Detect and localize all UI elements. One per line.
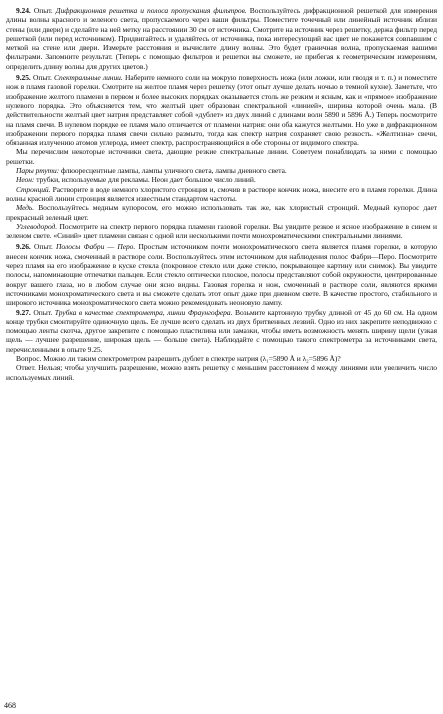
- section-text: Простым источником почти монохроматического света является пламя горелки, в которую внесен кончик ножа, смоченный в растворе соли. Воспользуйтесь этим источником для наблюдения полос Фабри—Перо. Посмотрите через пламя на его изображение в куске стекла (покровное стекло или даже стекло, покрывающее картину или снимок). Вы увидите полосы, напоминающие отпечатки пальцев. Если стекло оптически плоское, полосы представляют собой окружности, центрированные вокруг вашего глаза, но в любом случае они ясно видны. Газовая горелка и нож, смоченный в растворе соли, являются яркими источниками монохроматического света и вы сможете сделать этот опыт даже при дневном свете. В качестве простого, стабильного и широкого источника монохроматического света можно рекомендовать неоновую лампу.: [6, 242, 438, 308]
- source-copper: [6, 203, 437, 222]
- section-number: 9.27.: [16, 307, 31, 317]
- section-text: Наберите немного соли на мокрую поверхность ножа (или ложки, или гвоздя и т. п.) и поместите нож в пламя газовой горелки. Смотрите на желтое пламя через решетку (этот опыт лучше делать ночью в темной кухне). Заметьте, что изображение желтого пламени в первом и более высоких порядках оказывается столь же резким и ясным, как и «прямое» изображение нулевого порядка. Это объясняется тем, что желтый цвет образован спектральной «линией», ширина которой очень мала. (В действительности желтый цвет натрия представляет собой «дублет» из двух линий с длинами волн 5890 и 5896 Å.) Теперь посмотрите на пламя свечи. В нулевом порядке ее пламя мало отличается от пламени натрия: они оба кажутся желтыми. Но уже в дифракционном изображении первого порядка пламя свечи сильно размыто, тогда как спектр натрия сохраняет свою резкость. «Желтизна» свечи, обязанная излучению атомов углерода, имеет спектр, распространяющийся в обе стороны от видимого спектра.: [6, 73, 438, 148]
- source-text: Воспользуйтесь медным купоросом, его можно использовать так же, как хлористый стронций. Медный купорос дает прекрасный зеленый цвет.: [6, 203, 438, 222]
- book-page: [6, 6, 437, 706]
- source-name: Стронций.: [16, 184, 51, 194]
- section-number: 9.24.: [16, 6, 31, 15]
- source-name: Пары ртути:: [16, 166, 60, 176]
- source-text: флюоресцентные лампы, лампы уличного света, лампы дневного света.: [61, 166, 287, 176]
- section-title: Полосы Фабри — Перо.: [56, 242, 136, 252]
- source-name: Углеводород.: [16, 221, 58, 231]
- answer-text: Нельзя; чтобы улучшить разрешение, можно взять решетку с меньшим расстоянием d между линиями или увеличить число используемых линий.: [6, 363, 437, 382]
- section-9-25: [6, 73, 437, 147]
- section-number: 9.25.: [16, 73, 31, 83]
- section-text: Возьмите картонную трубку длиной от 45 до 60 см. На одном конце трубки смонтируйте одиночную щель. Ее лучше всего сделать из двух бритвенных лезвий. Одно из них закрепите неподвижно с помощью ленты скотча, другое закрепите с помощью пластилина или замазки, чтобы иметь возможность менять ширину щели (узкая щель — лучшее разрешение, широкая щель — больше света). Наблюдайте с помощью такого спектрометра за источниками света, перечисленными в опыте 9.25.: [6, 307, 438, 354]
- source-strontium: [6, 185, 437, 204]
- question-label: Вопрос.: [16, 353, 42, 363]
- section-label: Опыт.: [33, 307, 53, 317]
- page-number: 468: [4, 701, 16, 710]
- source-name: Медь.: [16, 203, 35, 213]
- section-number: 9.26.: [16, 242, 31, 252]
- section-label: Опыт.: [34, 242, 53, 252]
- source-text: Посмотрите на спектр первого порядка пламени газовой горелки. Вы увидите резкое и ясное изображение в синем и зеленом свете. «Синий» цвет пламени связан с одной или несколькими почти монохроматическими спектральными линиями.: [6, 221, 438, 241]
- source-text: Растворите в воде немного хлористого стронция и, смочив в растворе кончик ножа, внесите его в пламя горелки. Длина волны красной линии стронция является известным стандартом частоты.: [6, 184, 438, 203]
- sources-intro: Мы перечислим некоторые источники света, дающие резкие спектральные линии. Советуем понаблюдать за ними с помощью решетки.: [6, 147, 437, 166]
- section-title: Трубка в качестве спектрометра, линии Фраунгофера.: [54, 307, 233, 317]
- question-text: Можно ли таким спектрометром разрешить дублет в спектре натрия (λ₁=5890 Å и λ₂=5896 Å)?: [43, 353, 341, 363]
- source-neon: [6, 175, 437, 184]
- section-text: Воспользуйтесь дифракционной решеткой для измерения длины волны красного и зеленого света, пропускаемого через ваши фильтры. Поместите точечный или линейный источник вблизи стены (или двери) и сделайте на ней метку на расстоянии 30 см от источника. Смотрите на источник через решетку, держа фильтр перед решеткой (или перед источником). Придвигайтесь и удаляйтесь от источника, пока интересующий вас цвет не покажется совпавшим с меткой на стене или двери. Измерьте расстояния и вычислите длину волны. Это будет граничная волна, пропускаемая вашими фильтрами. Запомните результат. (Теперь с помощью фильтров и решетки вы сможете, не прибегая к геометрическим измерениям, определить длину волны для других цветов.): [6, 6, 438, 71]
- section-label: Опыт.: [33, 6, 53, 15]
- answer-label: Ответ.: [16, 363, 36, 373]
- source-hydrocarbon: [6, 222, 437, 241]
- section-9-26: [6, 242, 437, 307]
- answer: [6, 363, 437, 382]
- section-title: Спектральные линии.: [54, 73, 123, 83]
- section-9-27: [6, 308, 437, 354]
- section-label: Опыт.: [33, 73, 52, 83]
- question: [6, 354, 437, 363]
- section-title: Дифракционная решетка и полоса пропускания фильтров.: [55, 6, 247, 15]
- section-9-24: [6, 6, 437, 71]
- source-name: Неон:: [16, 175, 35, 185]
- source-text: трубки, используемые для рекламы. Неон дает большое число линий.: [36, 175, 256, 185]
- source-mercury: [6, 166, 437, 175]
